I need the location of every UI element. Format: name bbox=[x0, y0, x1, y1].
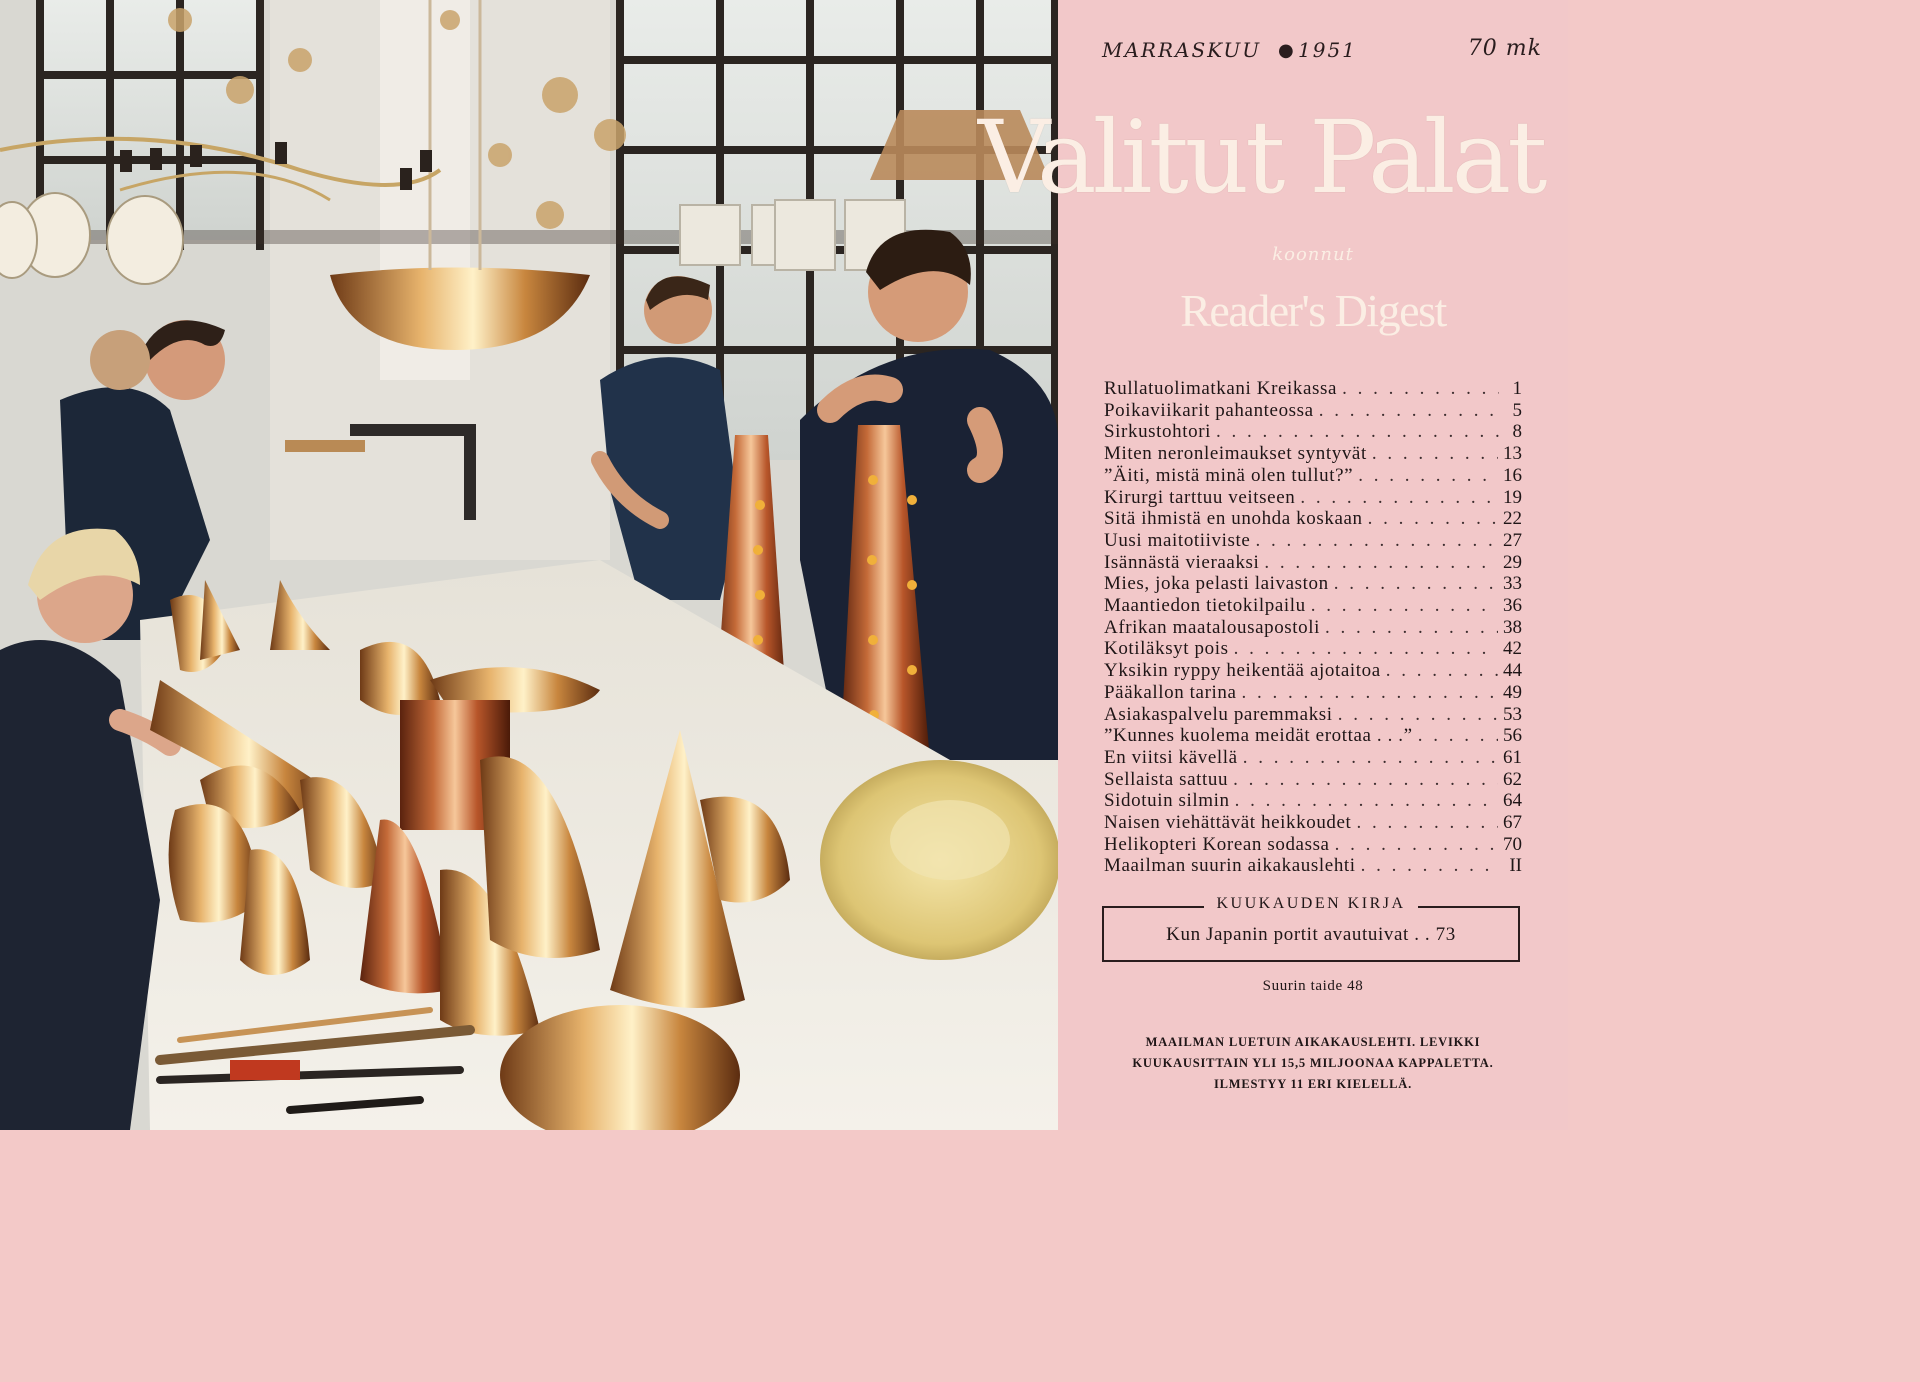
toc-entry-title: Miten neronleimaukset syntyvät bbox=[1104, 443, 1367, 465]
toc-entry bbox=[1104, 465, 1522, 487]
toc-entry bbox=[1104, 638, 1522, 660]
toc-entry-title: En viitsi kävellä bbox=[1104, 746, 1238, 768]
cover-photo-workshop bbox=[0, 0, 1058, 1130]
toc-entry-title: ”Äiti, mistä minä olen tullut?” bbox=[1104, 464, 1354, 486]
toc-entry-page: 27 bbox=[1503, 529, 1522, 551]
toc-entry bbox=[1104, 400, 1522, 422]
toc-entry bbox=[1104, 790, 1522, 812]
toc-entry bbox=[1104, 660, 1522, 682]
toc-entry-page: 5 bbox=[1512, 399, 1522, 421]
toc-entry-page: 53 bbox=[1503, 703, 1522, 725]
toc-entry-title: Helikopteri Korean sodassa bbox=[1104, 833, 1330, 855]
workshop-illustration bbox=[0, 0, 1058, 1130]
toc-entry bbox=[1104, 617, 1522, 639]
toc-entry bbox=[1104, 704, 1522, 726]
toc-entry-title: Sitä ihmistä en unohda koskaan bbox=[1104, 508, 1363, 530]
issue-separator-dot: ● bbox=[1278, 40, 1296, 61]
toc-leader-dots bbox=[1356, 812, 1498, 834]
toc-entry-title: ”Kunnes kuolema meidät erottaa . . .” bbox=[1104, 725, 1413, 747]
table-of-contents bbox=[1104, 378, 1522, 877]
toc-entry-page: 44 bbox=[1503, 660, 1522, 682]
toc-entry-page: 42 bbox=[1503, 638, 1522, 660]
toc-entry bbox=[1104, 573, 1522, 595]
toc-leader-dots bbox=[1335, 834, 1498, 856]
toc-leader-dots bbox=[1311, 595, 1498, 617]
toc-leader-dots bbox=[1334, 573, 1498, 595]
toc-entry bbox=[1104, 747, 1522, 769]
toc-leader-dots bbox=[1233, 769, 1498, 791]
toc-entry-page: 67 bbox=[1503, 812, 1522, 834]
toc-entry bbox=[1104, 508, 1522, 530]
book-of-month-label: KUUKAUDEN KIRJA bbox=[1204, 895, 1417, 912]
toc-entry bbox=[1104, 552, 1522, 574]
toc-entry-title: Maantiedon tietokilpailu bbox=[1104, 595, 1306, 617]
toc-leader-dots bbox=[1368, 508, 1498, 530]
toc-leader-dots bbox=[1319, 400, 1499, 422]
toc-entry-page: II bbox=[1509, 855, 1522, 877]
toc-leader-dots bbox=[1418, 725, 1498, 747]
issue-price: 70 mk bbox=[1467, 36, 1542, 61]
book-of-month-entry: Kun Japanin portit avautuivat . . 73 bbox=[1166, 924, 1456, 945]
toc-entry-page: 33 bbox=[1503, 573, 1522, 595]
toc-entry-page: 64 bbox=[1503, 790, 1522, 812]
toc-entry-page: 70 bbox=[1503, 833, 1522, 855]
toc-leader-dots bbox=[1300, 487, 1498, 509]
toc-entry bbox=[1104, 378, 1522, 400]
toc-entry bbox=[1104, 530, 1522, 552]
toc-leader-dots bbox=[1342, 378, 1499, 400]
toc-entry-title: Naisen viehättävät heikkoudet bbox=[1104, 812, 1352, 834]
toc-entry-page: 62 bbox=[1503, 768, 1522, 790]
toc-leader-dots bbox=[1243, 747, 1498, 769]
toc-entry-title: Maailman suurin aikakauslehti bbox=[1104, 855, 1356, 877]
issue-year: 1951 bbox=[1298, 38, 1357, 62]
toc-leader-dots bbox=[1325, 617, 1498, 639]
toc-entry-title: Rullatuolimatkani Kreikassa bbox=[1104, 378, 1338, 399]
toc-leader-dots bbox=[1338, 704, 1498, 726]
issue-month: MARRASKUU bbox=[1102, 38, 1262, 62]
toc-leader-dots bbox=[1242, 682, 1498, 704]
toc-entry bbox=[1104, 769, 1522, 791]
toc-entry-page: 16 bbox=[1503, 464, 1522, 486]
toc-leader-dots bbox=[1216, 421, 1499, 443]
toc-entry bbox=[1104, 595, 1522, 617]
toc-entry bbox=[1104, 812, 1522, 834]
footer-line-1: MAAILMAN LUETUIN AIKAKAUSLEHTI. LEVIKKI bbox=[1145, 1035, 1481, 1049]
toc-entry-title: Mies, joka pelasti laivaston bbox=[1104, 573, 1329, 595]
footer-line-3: ILMESTYY 11 ERI KIELELLÄ. bbox=[1213, 1077, 1413, 1091]
toc-entry-title: Uusi maitotiiviste bbox=[1104, 529, 1251, 551]
toc-entry-page: 56 bbox=[1503, 725, 1522, 747]
toc-leader-dots bbox=[1264, 552, 1498, 574]
toc-entry-page: 36 bbox=[1503, 595, 1522, 617]
toc-entry-title: Isännästä vieraaksi bbox=[1104, 551, 1260, 573]
toc-entry-page: 1 bbox=[1512, 378, 1522, 399]
toc-entry-title: Sellaista sattuu bbox=[1104, 768, 1229, 790]
toc-leader-dots bbox=[1361, 855, 1499, 877]
toc-entry-page: 13 bbox=[1503, 443, 1522, 465]
toc-entry-page: 49 bbox=[1503, 681, 1522, 703]
toc-entry bbox=[1104, 443, 1522, 465]
toc-leader-dots bbox=[1235, 790, 1498, 812]
footer-line-2: KUUKAUSITTAIN YLI 15,5 MILJOONAA KAPPALETTA. bbox=[1132, 1056, 1494, 1070]
toc-entry bbox=[1104, 487, 1522, 509]
toc-leader-dots bbox=[1386, 660, 1498, 682]
toc-entry-title: Kotiläksyt pois bbox=[1104, 638, 1229, 660]
toc-entry-page: 61 bbox=[1503, 746, 1522, 768]
toc-entry bbox=[1104, 855, 1522, 877]
toc-entry-title: Kirurgi tarttuu veitseen bbox=[1104, 486, 1296, 508]
toc-entry-page: 22 bbox=[1503, 508, 1522, 530]
toc-entry-title: Asiakaspalvelu paremmaksi bbox=[1104, 703, 1333, 725]
toc-entry-page: 38 bbox=[1503, 616, 1522, 638]
toc-entry-title: Sirkustohtori bbox=[1104, 421, 1212, 443]
toc-entry bbox=[1104, 421, 1522, 443]
publisher-logo: Reader's Digest bbox=[1180, 285, 1446, 336]
toc-entry-page: 8 bbox=[1512, 421, 1522, 443]
toc-entry-title: Yksikin ryppy heikentää ajotaitoa bbox=[1104, 660, 1381, 682]
toc-entry bbox=[1104, 834, 1522, 856]
toc-entry bbox=[1104, 682, 1522, 704]
toc-leader-dots bbox=[1234, 638, 1498, 660]
book-of-month-box bbox=[1102, 895, 1520, 962]
toc-entry-title: Sidotuin silmin bbox=[1104, 790, 1230, 812]
art-note: Suurin taide 48 bbox=[1262, 978, 1364, 994]
toc-entry bbox=[1104, 725, 1522, 747]
toc-entry-title: Pääkallon tarina bbox=[1104, 681, 1237, 703]
toc-entry-page: 29 bbox=[1503, 551, 1522, 573]
toc-leader-dots bbox=[1372, 443, 1498, 465]
circulation-footer bbox=[1088, 1032, 1538, 1095]
toc-entry-title: Poikaviikarit pahanteossa bbox=[1104, 399, 1314, 421]
masthead-title: Valitut Palat bbox=[978, 99, 1544, 216]
compiled-by: koonnut bbox=[1272, 244, 1354, 265]
toc-leader-dots bbox=[1358, 465, 1498, 487]
toc-leader-dots bbox=[1255, 530, 1498, 552]
toc-entry-page: 19 bbox=[1503, 486, 1522, 508]
toc-entry-title: Afrikan maatalousapostoli bbox=[1104, 616, 1321, 638]
